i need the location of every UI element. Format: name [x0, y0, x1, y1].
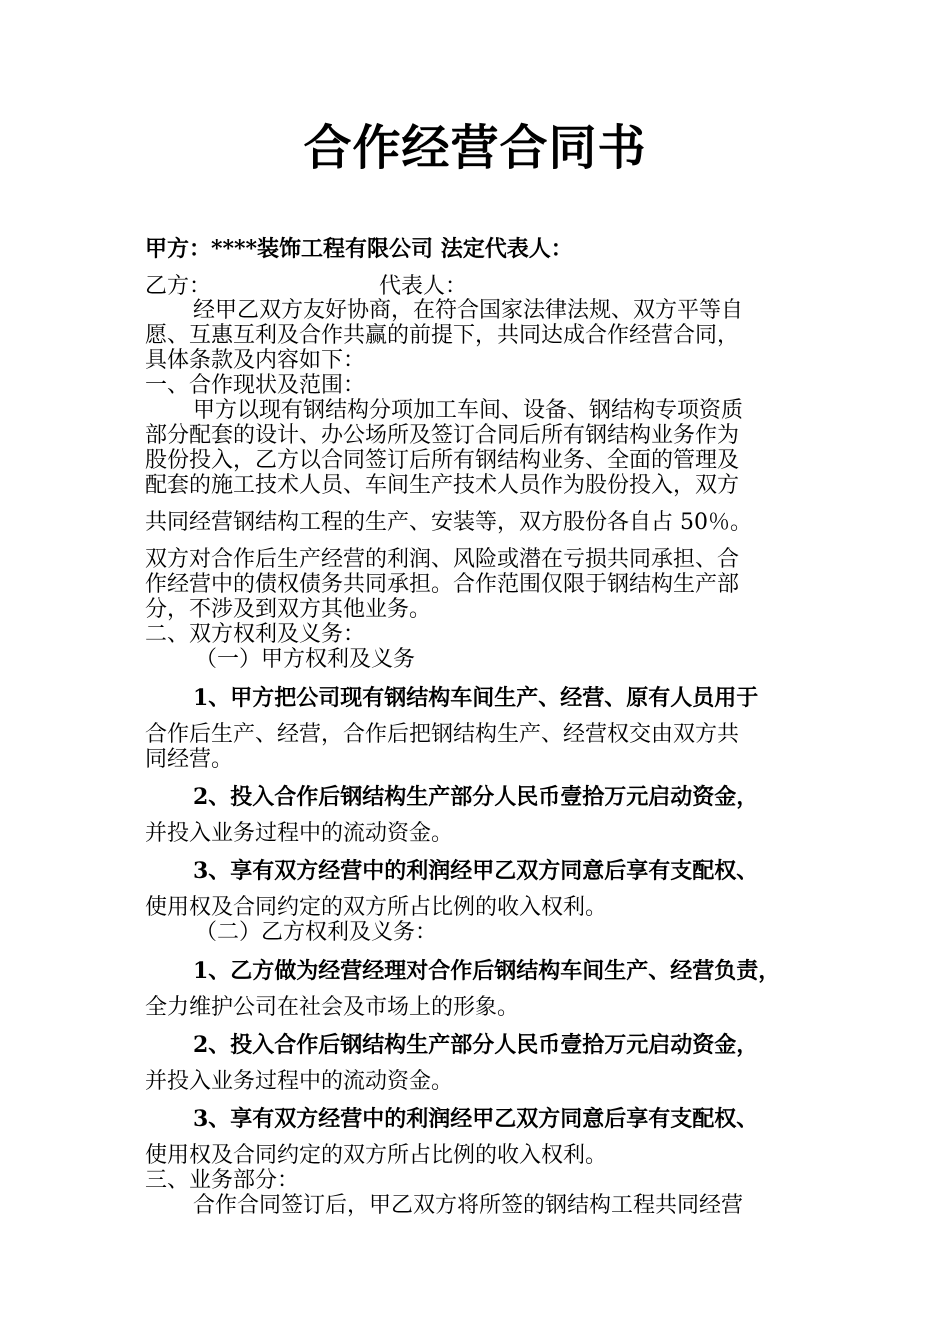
party-a-name: ****装饰工程有限公司	[211, 236, 434, 262]
party-a-line	[145, 236, 573, 262]
party-a-label: 甲方：	[145, 236, 212, 262]
preamble-line: 具体条款及内容如下：	[145, 348, 366, 373]
section-1-line: 甲方以现有钢结构分项加工车间、设备、钢结构专项资质	[193, 398, 744, 423]
section-1-heading: 一、合作现状及范围：	[145, 373, 366, 398]
sub-a-heading: （一）甲方权利及义务	[195, 647, 416, 672]
sub-b-item-3-line: 使用权及合同约定的双方所占比例的收入权利。	[145, 1143, 608, 1168]
sub-b-item-2-line: 并投入业务过程中的流动资金。	[145, 1069, 454, 1094]
sub-b-item-1-line: 全力维护公司在社会及市场上的形象。	[145, 995, 520, 1020]
section-1-line: 分，不涉及到双方其他业务。	[145, 597, 432, 622]
section-3-line: 合作合同签订后，甲乙双方将所签的钢结构工程共同经营	[193, 1193, 744, 1218]
party-b-line	[145, 274, 467, 300]
sub-a-item-2-line: 并投入业务过程中的流动资金。	[145, 821, 454, 846]
section-1-line: 配套的施工技术人员、车间生产技术人员作为股份投入，双方	[145, 473, 740, 498]
section-2-heading: 二、双方权利及义务：	[145, 622, 366, 647]
sub-a-item-2-line: 2、投入合作后钢结构生产部分人民币壹拾万元启动资金，	[193, 784, 759, 810]
party-b-label: 乙方：	[145, 274, 212, 299]
preamble-line: 经甲乙双方友好协商，在符合国家法律法规、双方平等自	[193, 298, 744, 323]
document-title: 合作经营合同书	[303, 120, 647, 176]
section-1-line: 股份投入，乙方以合同签订后所有钢结构业务、全面的管理及	[145, 448, 740, 473]
section-1-line: 双方对合作后生产经营的利润、风险或潜在亏损共同承担、合	[145, 547, 740, 572]
party-a-rep-label: 法定代表人：	[440, 236, 573, 262]
sub-a-item-3-line: 3、享有双方经营中的利润经甲乙双方同意后享有支配权、	[193, 858, 759, 884]
sub-a-item-1-line: 合作后生产、经营，合作后把钢结构生产、经营权交由双方共	[145, 722, 740, 747]
section-1-line: 共同经营钢结构工程的生产、安装等，双方股份各自占 50％。	[145, 510, 752, 535]
sub-b-item-1-line: 1、乙方做为经营经理对合作后钢结构车间生产、经营负责，	[193, 958, 781, 984]
sub-b-heading: （二）乙方权利及义务：	[195, 920, 438, 945]
party-b-rep-label: 代表人：	[379, 274, 468, 299]
section-1-line: 作经营中的债权债务共同承担。合作范围仅限于钢结构生产部	[145, 572, 740, 597]
sub-a-item-3-line: 使用权及合同约定的双方所占比例的收入权利。	[145, 895, 608, 920]
sub-a-item-1-line: 1、甲方把公司现有钢结构车间生产、经营、原有人员用于	[193, 685, 759, 711]
sub-b-item-3-line: 3、享有双方经营中的利润经甲乙双方同意后享有支配权、	[193, 1106, 759, 1132]
section-3-heading: 三、业务部分：	[145, 1168, 300, 1193]
preamble-line: 愿、互惠互利及合作共赢的前提下，共同达成合作经营合同，	[145, 323, 740, 348]
sub-b-item-2-line: 2、投入合作后钢结构生产部分人民币壹拾万元启动资金，	[193, 1032, 759, 1058]
sub-a-item-1-line: 同经营。	[145, 747, 234, 772]
section-1-line: 部分配套的设计、办公场所及签订合同后所有钢结构业务作为	[145, 423, 740, 448]
